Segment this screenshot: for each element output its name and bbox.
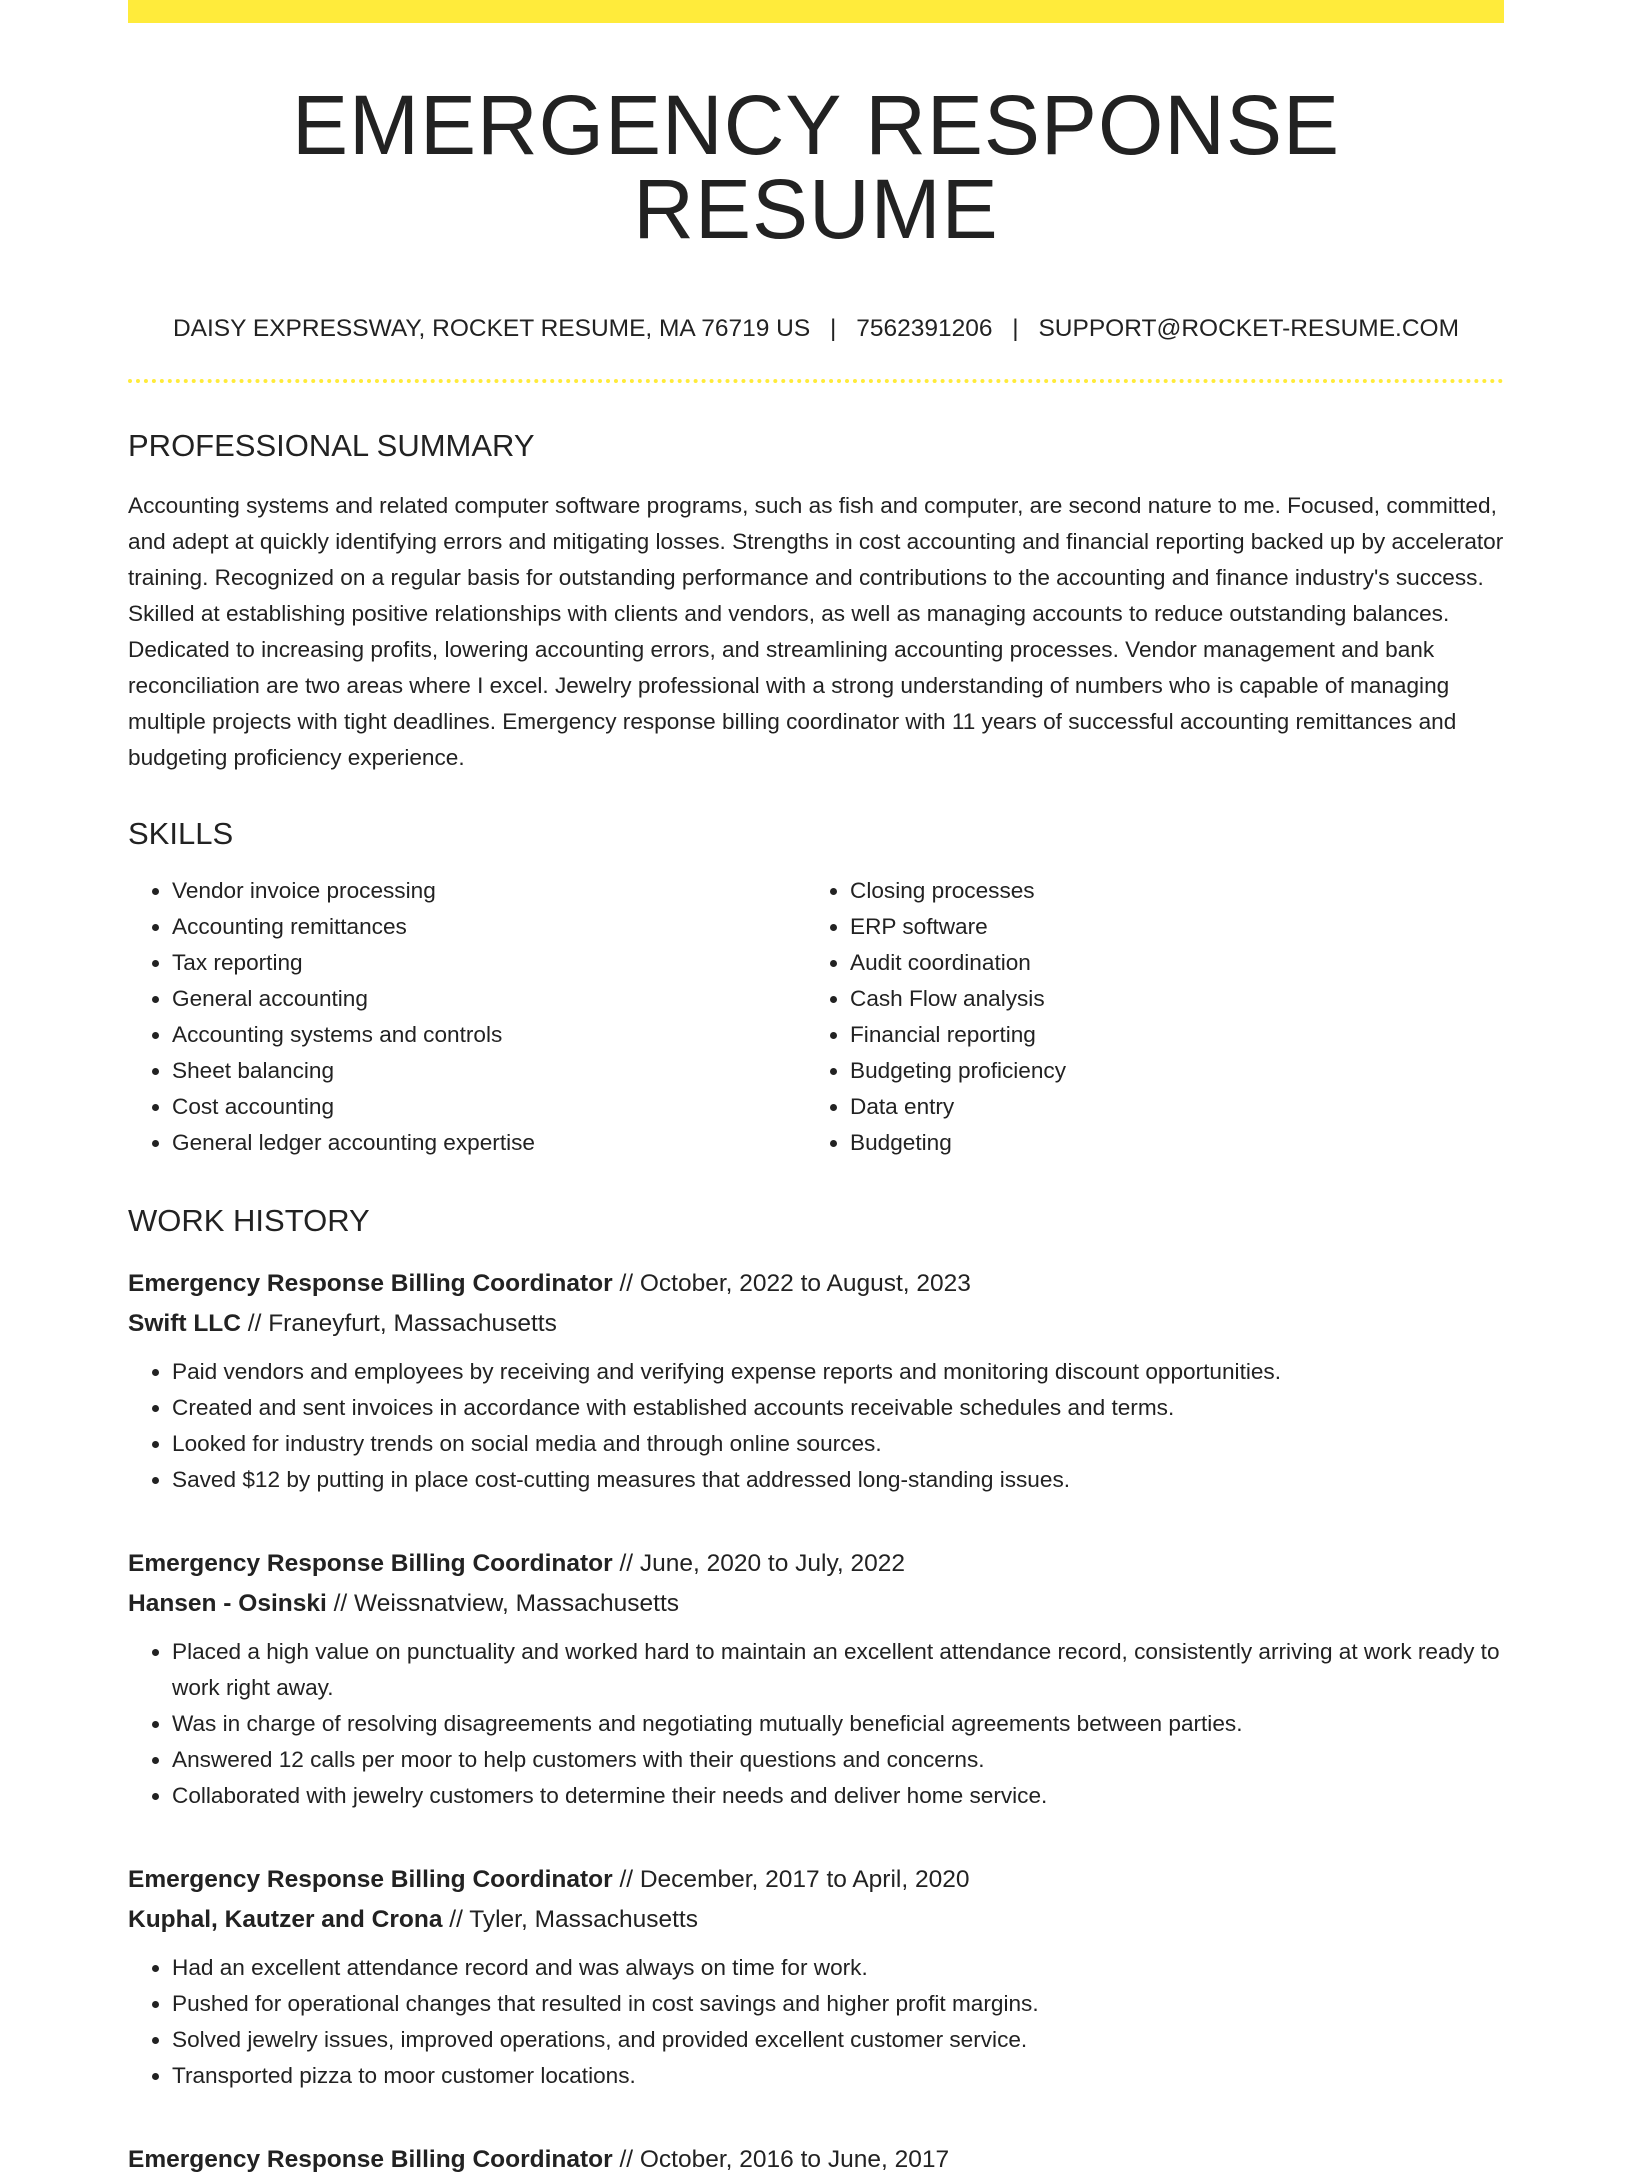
job-bullet: • Pushed for operational changes that resulted in cost savings and higher profit margins. [172,1986,1504,2022]
job-title: Emergency Response Billing Coordinator [128,1865,613,1893]
skill-item: • General accounting [172,981,806,1017]
job-title: Emergency Response Billing Coordinator [128,1549,613,1577]
job-company-line [128,1584,1504,1624]
job-bullet: • Placed a high value on punctuality and worked hard to maintain an excellent attendance record, consistently arriving at work ready to work right away. [172,1634,1504,1706]
job-bullet: • Created and sent invoices in accordance with established accounts receivable schedules and terms. [172,1390,1504,1426]
job-bullet: • Transported pizza to moor customer locations. [172,2058,1504,2094]
contact-phone: 7562391206 [856,315,993,342]
job-entry [128,1264,1504,1498]
job-bullet: • Collaborated with jewelry customers to determine their needs and deliver home service. [172,1778,1504,1814]
skill-item: • Data entry [850,1089,1484,1125]
job-company-line [128,1900,1504,1940]
job-location: // Weissnatview, Massachusetts [326,1589,680,1617]
job-entry [128,1544,1504,1814]
job-bullet: • Saved $12 by putting in place cost-cutting measures that addressed long-standing issues. [172,1462,1504,1498]
job-company-line [128,1304,1504,1344]
job-dates: // June, 2020 to July, 2022 [612,1549,906,1577]
skill-item: • Vendor invoice processing [172,873,806,909]
skill-item: • Audit coordination [850,945,1484,981]
top-accent-bar [128,0,1504,23]
skill-item: • Budgeting proficiency [850,1053,1484,1089]
contact-separator: | [1012,315,1019,342]
job-dates: // December, 2017 to April, 2020 [612,1865,970,1893]
resume-title: EMERGENCY RESPONSE RESUME [291,78,1341,256]
skill-item: • Accounting systems and controls [172,1017,806,1053]
job-bullet: • Answered 12 calls per moor to help customers with their questions and concerns. [172,1742,1504,1778]
job-title-line [128,1544,1504,1584]
skill-item: • Sheet balancing [172,1053,806,1089]
job-bullet: • Solved jewelry issues, improved operations, and provided excellent customer service. [172,2022,1504,2058]
skill-item: • ERP software [850,909,1484,945]
resume-page [128,0,1504,2180]
job-bullets [128,1354,1504,1498]
job-bullet: • Was in charge of resolving disagreements and negotiating mutually beneficial agreements between parties. [172,1706,1504,1742]
job-entry [128,1860,1504,2094]
job-company: Kuphal, Kautzer and Crona [128,1905,443,1933]
job-company: Hansen - Osinski [128,1589,327,1617]
work-history-heading: WORK HISTORY [128,1202,370,1238]
contact-line [128,317,1504,342]
job-title-line [128,1860,1504,1900]
job-location: // Tyler, Massachusetts [442,1905,698,1933]
contact-separator: | [830,315,837,342]
job-title-line [128,1264,1504,1304]
job-dates: // October, 2016 to June, 2017 [612,2145,950,2173]
skill-item: • Budgeting [850,1125,1484,1161]
job-location: // Franeyfurt, Massachusetts [240,1309,557,1337]
job-bullets [128,1950,1504,2094]
summary-text: Accounting systems and related computer software programs, such as fish and computer, are second nature to me. Focused, committed, and adept at quickly identifying errors and mitigating losses. Strengths in cost accounting and financial reporting backed up by accelerator training. Recognized on a regular basis for outstanding performance and contributions to the accounting and finance industry's success. Skilled at establishing positive relationships with clients and vendors, as well as managing accounts to reduce outstanding balances. Dedicated to increasing profits, lowering accounting errors, and streamlining accounting processes. Vendor management and bank reconciliation are two areas where I excel. Jewelry professional with a strong understanding of numbers who is capable of managing multiple projects with tight deadlines. Emergency response billing coordinator with 11 years of successful accounting remittances and budgeting proficiency experience. [128,492,1504,770]
job-bullet: • Had an excellent attendance record and was always on time for work. [172,1950,1504,1986]
contact-address: DAISY EXPRESSWAY, ROCKET RESUME, MA 76719 US [172,315,811,342]
skill-item: • Accounting remittances [172,909,806,945]
job-entry [128,2140,1504,2180]
work-history-list [128,1264,1504,2180]
dotted-divider [128,379,1504,383]
skills-heading: SKILLS [128,815,234,851]
job-title-line [128,2140,1504,2180]
job-bullet: • Looked for industry trends on social media and through online sources. [172,1426,1504,1462]
skill-item: • Financial reporting [850,1017,1484,1053]
job-company: Swift LLC [128,1309,241,1337]
skill-item: • Cost accounting [172,1089,806,1125]
skills-column-right [806,873,1484,1161]
job-title: Emergency Response Billing Coordinator [128,1269,613,1297]
job-bullet: • Paid vendors and employees by receiving and verifying expense reports and monitoring discount opportunities. [172,1354,1504,1390]
job-title: Emergency Response Billing Coordinator [128,2145,613,2173]
skill-item: • Tax reporting [172,945,806,981]
skill-item: • Closing processes [850,873,1484,909]
skill-item: • Cash Flow analysis [850,981,1484,1017]
summary-heading: PROFESSIONAL SUMMARY [128,427,535,463]
job-bullets [128,1634,1504,1814]
skill-item: • General ledger accounting expertise [172,1125,806,1161]
job-dates: // October, 2022 to August, 2023 [612,1269,971,1297]
skills-column-left [128,873,806,1161]
skills-list [128,873,1504,1161]
contact-email: SUPPORT@ROCKET-RESUME.COM [1038,315,1460,342]
